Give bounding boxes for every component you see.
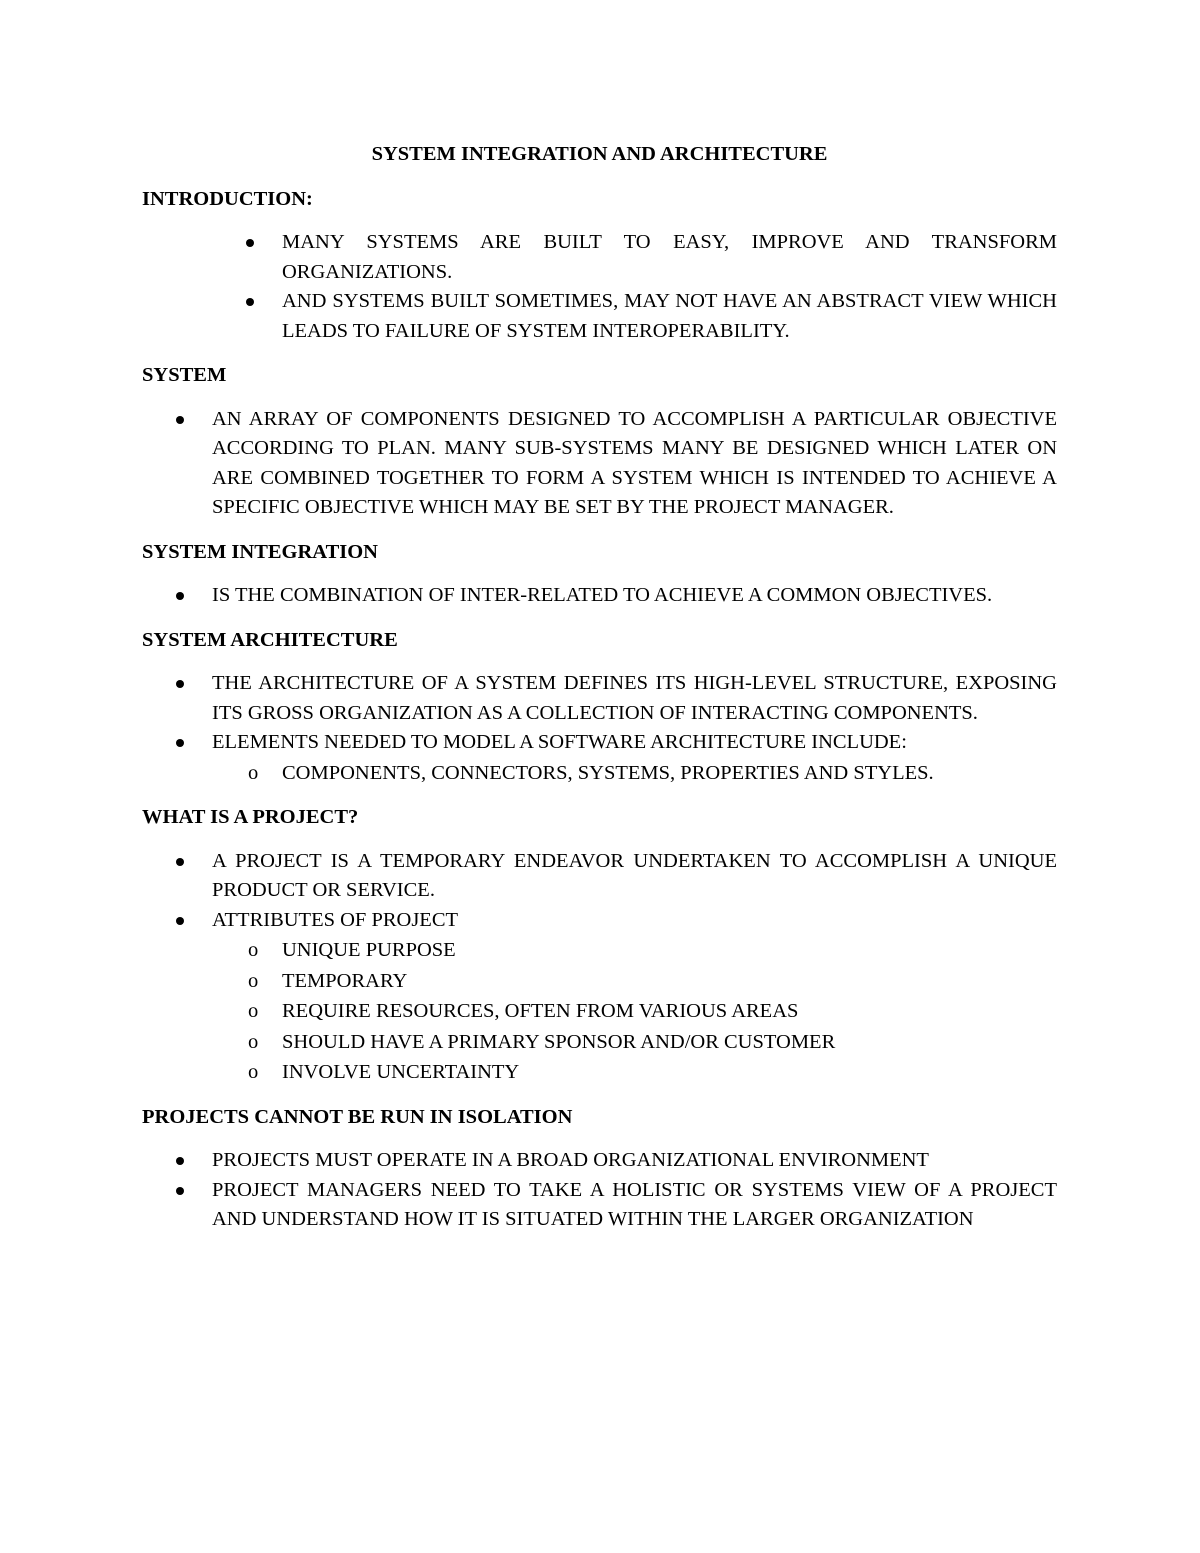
isolation-list <box>142 1146 1057 1235</box>
section-heading-system-integration: SYSTEM INTEGRATION <box>142 540 378 563</box>
list-item-text: IS THE COMBINATION OF INTER-RELATED TO ACHIEVE A COMMON OBJECTIVES. <box>212 584 993 606</box>
section-heading-introduction: INTRODUCTION: <box>142 187 313 210</box>
sub-list-item <box>212 759 1057 789</box>
section-heading-system: SYSTEM <box>142 364 227 386</box>
sub-list-item <box>212 1028 1057 1058</box>
list-item-text: PROJECT MANAGERS NEED TO TAKE A HOLISTIC OR SYSTEMS VIEW OF A PROJECT AND UNDERSTAND HOW IT IS SITUATED WITHIN THE LARGER ORGANIZATION <box>212 1178 1057 1230</box>
document-body <box>142 140 1057 1250</box>
sub-list-item-text: INVOLVE UNCERTAINTY <box>282 1061 520 1083</box>
list-item <box>142 581 1057 611</box>
bullet-icon <box>176 917 184 925</box>
sub-list-item <box>212 967 1057 997</box>
circle-bullet-icon: o <box>248 761 259 784</box>
bullet-icon <box>176 1187 184 1195</box>
system-architecture-list <box>142 669 1057 788</box>
list-item-text: THE ARCHITECTURE OF A SYSTEM DEFINES ITS HIGH-LEVEL STRUCTURE, EXPOSING ITS GROSS ORGANIZATION AS A COLLECTION OF INTERACTING COMPONENTS. <box>212 672 1057 724</box>
list-item-text: MANY SYSTEMS ARE BUILT TO EASY, IMPROVE AND TRANSFORM ORGANIZATIONS. <box>282 231 1057 283</box>
circle-bullet-icon: o <box>248 1061 259 1083</box>
section-heading-what-is-project: WHAT IS A PROJECT? <box>142 806 359 828</box>
project-attributes-sublist <box>142 936 1057 1088</box>
list-item <box>142 405 1057 523</box>
section-heading-system-architecture: SYSTEM ARCHITECTURE <box>142 628 398 651</box>
system-list <box>142 405 1057 523</box>
circle-bullet-icon: o <box>248 969 259 992</box>
list-item <box>142 1176 1057 1235</box>
bullet-icon <box>246 298 254 306</box>
system-integration-list <box>142 581 1057 611</box>
list-item <box>212 228 1057 287</box>
list-item <box>142 1146 1057 1176</box>
system-architecture-sublist <box>142 759 1057 789</box>
sub-list-item-text: TEMPORARY <box>282 969 408 992</box>
bullet-icon <box>176 1157 184 1165</box>
section-heading-isolation: PROJECTS CANNOT BE RUN IN ISOLATION <box>142 1105 573 1128</box>
list-item-text: PROJECTS MUST OPERATE IN A BROAD ORGANIZATIONAL ENVIRONMENT <box>212 1149 929 1171</box>
list-item-text: AND SYSTEMS BUILT SOMETIMES, MAY NOT HAVE AN ABSTRACT VIEW WHICH LEADS TO FAILURE OF SYSTEM INTEROPERABILITY. <box>282 290 1057 342</box>
sublist-container <box>142 759 1057 789</box>
bullet-icon <box>176 680 184 688</box>
bullet-icon <box>176 592 184 600</box>
list-item <box>142 906 1057 936</box>
list-item-text: AN ARRAY OF COMPONENTS DESIGNED TO ACCOMPLISH A PARTICULAR OBJECTIVE ACCORDING TO PLAN. MANY SUB-SYSTEMS MANY BE DESIGNED WHICH LATER ON ARE COMBINED TOGETHER TO FORM A SYSTEM WHICH IS INTENDED TO ACHIEVE A SPECIFIC OBJECTIVE WHICH MAY BE SET BY THE PROJECT MANAGER. <box>212 407 1057 518</box>
list-item-text: ELEMENTS NEEDED TO MODEL A SOFTWARE ARCHITECTURE INCLUDE: <box>212 731 907 753</box>
list-item <box>142 728 1057 758</box>
list-item <box>142 847 1057 906</box>
what-is-project-list <box>142 847 1057 1088</box>
sub-list-item-text: REQUIRE RESOURCES, OFTEN FROM VARIOUS AREAS <box>282 1000 799 1022</box>
document-title: SYSTEM INTEGRATION AND ARCHITECTURE <box>371 143 828 165</box>
list-item-text: ATTRIBUTES OF PROJECT <box>212 908 459 931</box>
sub-list-item <box>212 1058 1057 1088</box>
circle-bullet-icon: o <box>248 1000 259 1022</box>
sub-list-item-text: SHOULD HAVE A PRIMARY SPONSOR AND/OR CUSTOMER <box>282 1030 836 1053</box>
bullet-icon <box>176 739 184 747</box>
circle-bullet-icon: o <box>248 1030 259 1053</box>
bullet-icon <box>176 416 184 424</box>
bullet-icon <box>176 858 184 866</box>
list-item-text: A PROJECT IS A TEMPORARY ENDEAVOR UNDERTAKEN TO ACCOMPLISH A UNIQUE PRODUCT OR SERVICE. <box>212 849 1057 901</box>
bullet-icon <box>246 239 254 247</box>
introduction-list <box>212 228 1057 346</box>
sub-list-item-text: COMPONENTS, CONNECTORS, SYSTEMS, PROPERTIES AND STYLES. <box>282 761 934 784</box>
sub-list-item-text: UNIQUE PURPOSE <box>282 939 456 961</box>
sublist-container <box>142 936 1057 1088</box>
list-item <box>212 287 1057 346</box>
list-item <box>142 669 1057 728</box>
sub-list-item <box>212 936 1057 966</box>
sub-list-item <box>212 997 1057 1027</box>
circle-bullet-icon: o <box>248 939 259 961</box>
